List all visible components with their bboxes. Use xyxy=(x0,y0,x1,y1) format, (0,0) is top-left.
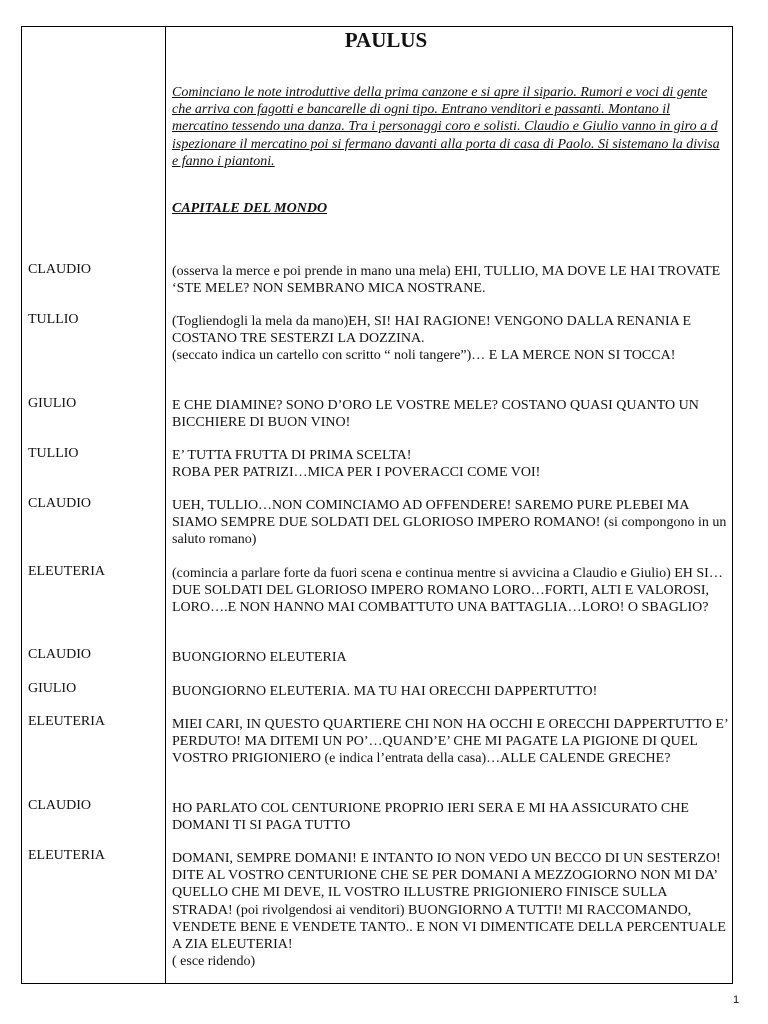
dialogue-line: E’ TUTTA FRUTTA DI PRIMA SCELTA! ROBA PER PATRIZI…MICA PER I POVERACCI COME VOI! xyxy=(172,448,541,481)
speaker-name: GIULIO xyxy=(28,396,77,411)
stage-direction-intro: Cominciano le note introduttive della prima canzone e si apre il sipario. Rumori e voci di gente che arriva con fagotti e bancarelle di ogni tipo. Entrano venditori e passanti. Montano il mercatino tessendo una danza. Tra i personaggi coro e solisti. Claudio e Giulio vanno in giro a d ispezionare il mercatino poi si fermano davanti alla porta di casa di Paolo. Si sistemano la divisa e fanno i piantoni. xyxy=(172,85,720,169)
speaker-name: GIULIO xyxy=(28,681,77,696)
speaker-name: TULLIO xyxy=(28,312,79,327)
dialogue-line: (osserva la merce e poi prende in mano una mela) EHI, TULLIO, MA DOVE LE HAI TROVATE ‘STE MELE? NON SEMBRANO MICA NOSTRANE. xyxy=(172,264,721,297)
speaker-name: ELEUTERIA xyxy=(28,564,105,579)
speaker-name: CLAUDIO xyxy=(28,496,91,511)
speaker-name: TULLIO xyxy=(28,446,79,461)
dialogue-line: BUONGIORNO ELEUTERIA. MA TU HAI ORECCHI DAPPERTUTTO! xyxy=(172,684,598,699)
dialogue-line: (comincia a parlare forte da fuori scena e continua mentre si avvicina a Claudio e Giulio) EH SI…DUE SOLDATI DEL GLORIOSO IMPERO ROMANO LORO…FORTI, ALTI E VALOROSI, LORO….E NON HANNO MAI COMBATTUTO UNA BATTAGLIA…LORO! O SBAGLIO? xyxy=(172,566,723,616)
speaker-name: ELEUTERIA xyxy=(28,714,105,729)
column-divider xyxy=(165,26,166,984)
page-number: 1 xyxy=(733,994,740,1006)
dialogue-line: (Togliendogli la mela da mano)EH, SI! HAI RAGIONE! VENGONO DALLA RENANIA E COSTANO TRE SESTERZI LA DOZZINA. (seccato indica un cartello con scritto “ noli tangere”)… E LA MERCE NON SI TOCCA! xyxy=(172,314,692,364)
dialogue-line: UEH, TULLIO…NON COMINCIAMO AD OFFENDERE! SAREMO PURE PLEBEI MA SIAMO SEMPRE DUE SOLDATI DEL GLORIOSO IMPERO ROMANO! (si compongono in un saluto romano) xyxy=(172,498,727,548)
speaker-name: CLAUDIO xyxy=(28,647,91,662)
dialogue-line: MIEI CARI, IN QUESTO QUARTIERE CHI NON HA OCCHI E ORECCHI DAPPERTUTTO E’ PERDUTO! MA DITEMI UN PO’…QUAND’E’ CHE MI PAGATE LA PIGIONE DI QUEL VOSTRO PRIGIONIERO (e indica l’entrata della casa)…ALLE CALENDE GRECHE? xyxy=(172,717,728,767)
play-title: PAULUS xyxy=(344,28,428,52)
song-title: CAPITALE DEL MONDO xyxy=(172,201,328,216)
speaker-name: ELEUTERIA xyxy=(28,848,105,863)
speaker-name: CLAUDIO xyxy=(28,798,91,813)
dialogue-line: DOMANI, SEMPRE DOMANI! E INTANTO IO NON VEDO UN BECCO DI UN SESTERZO! DITE AL VOSTRO CENTURIONE CHE SE PER DOMANI A MEZZOGIORNO NON MI DA’ QUELLO CHE MI DEVE, IL VOSTRO ILLUSTRE PRIGIONIERO FINISCE SULLA STRADA! (poi rivolgendosi ai venditori) BUONGIORNO A TUTTI! MI RACCOMANDO, VENDETE BENE E VENDETE TANTO.. E NON VI DIMENTICATE DELLA PERCENTUALE A ZIA ELEUTERIA! ( esce ridendo) xyxy=(172,851,726,970)
dialogue-line: E CHE DIAMINE? SONO D’ORO LE VOSTRE MELE? COSTANO QUASI QUANTO UN BICCHIERE DI BUON VINO! xyxy=(172,398,699,431)
dialogue-line: HO PARLATO COL CENTURIONE PROPRIO IERI SERA E MI HA ASSICURATO CHE DOMANI TI SI PAGA TUTTO xyxy=(172,801,689,834)
dialogue-line: BUONGIORNO ELEUTERIA xyxy=(172,650,347,665)
speaker-name: CLAUDIO xyxy=(28,262,91,277)
